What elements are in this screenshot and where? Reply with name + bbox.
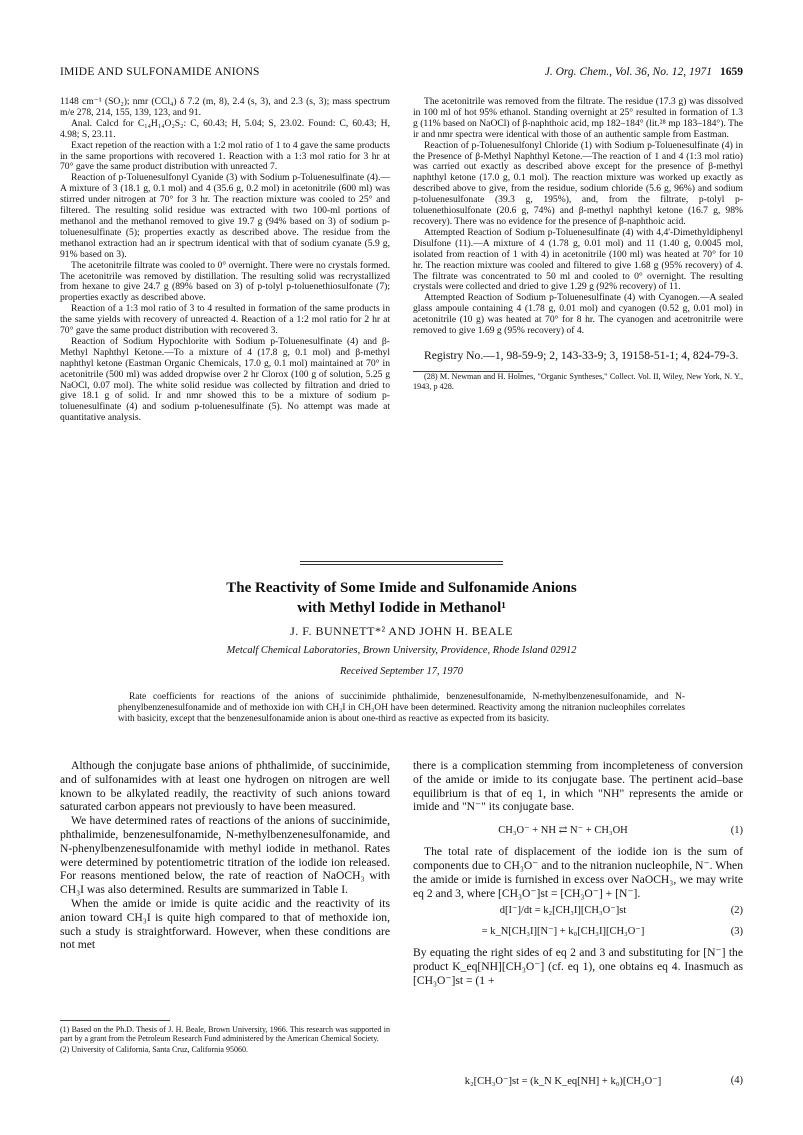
title-line-1: The Reactivity of Some Imide and Sulfonamide Anions (226, 580, 577, 596)
paragraph: Although the conjugate base anions of phthalimide, of succinimide, and of sulfonamides with at least one hydrogen on nitrogen are well known to be alkylated readily, the reactivity of such anions toward saturated carbon appears not previously to have been measured. (60, 759, 390, 814)
equation-2 (413, 900, 743, 921)
authors: J. F. BUNNETT*² AND JOHN H. BEALE (290, 624, 513, 638)
paragraph: When the amide or imide is quite acidic and the reactivity of its anion toward CH₃I is quite high compared to that of methoxide ion, such a study is straightforward. However, when these conditions are not met (60, 896, 390, 952)
paragraph: there is a complication stemming from incompleteness of conversion of the amide or imide to its conjugate base. The pertinent acid–base equilibrium is that of eq 1, in which "NH" represents the amide or imide and "N⁻" its conjugate base. (413, 759, 743, 814)
article-divider-thin (300, 564, 503, 565)
footnote-2: (2) University of California, Santa Cruz, California 95060. (60, 1044, 248, 1054)
equation-2-number: (2) (730, 905, 743, 917)
footnote-divider (60, 1020, 170, 1021)
equation-1-expression: CH₃O⁻ + NH ⇄ N⁻ + CH₃OH (498, 825, 628, 837)
equation-3 (413, 921, 743, 942)
footnotes (60, 1020, 390, 1055)
equation-3-expression: = k_N[CH₃I][N⁻] + k₀[CH₃I][CH₃O⁻] (481, 926, 645, 938)
paragraph: Attempted Reaction of Sodium p-Toluenesulfinate (4) with 4,4'-Dimethyldiphenyl Disulfone (11).—A mixture of 4 (1.78 g, 0.01 mol) and 11 (1.40 g, 0.0045 mol, isolated from reaction of 1 with 4) in acetonitrile (100 ml) was heated at 70° for 10 hr. The reaction mixture was cooled and filtered to give 1.68 g (95% recovery) of 4. The filtrate was concentrated to 50 ml and cooled to 0° overnight. The resulting crystals were collected and dried to give 1.29 g (92% recovery) of 11. (413, 226, 743, 293)
reference-28: (28) M. Newman and H. Holmes, "Organic Syntheses," Collect. Vol. II, Wiley, New York, N. Y., 1943, p 428. (413, 372, 743, 391)
title-line-2: with Methyl Iodide in Methanol¹ (297, 600, 506, 616)
paragraph: The acetonitrile was removed from the filtrate. The residue (17.3 g) was dissolved in 100 ml of hot 95% ethanol. Standing overnight at 25° resulted in formation of 1.3 g (11% based on NaOCl) of β-naphthoic acid, mp 182–184° (lit.²⁸ mp 183–184°). The ir and nmr spectra were identical with those of an authentic sample from Eastman. (413, 96, 743, 140)
abstract-text: Rate coefficients for reactions of the anions of succinimide phthalimide, benzenesulfonamide, N-methylbenzenesulfonamide, and N-phenylbenzenesulfonamide and of methoxide ion with CH₃I in CH₃OH have been determined. Reactivity among the nitranion nucleophiles correlates with basicity, except that the benzenesulfonamide anion is about one-third as reactive as expected from its basicity. (118, 692, 685, 724)
paragraph: The total rate of displacement of the iodide ion is the sum of components due to CH₃O⁻ and to the nitranion nucleophile, N⁻. When the amide or imide is furnished in excess over NaOCH₃, we may write eq 2 and 3, where [CH₃O⁻]st = [CH₃O⁻] + [N⁻]. (413, 845, 743, 900)
paragraph: Reaction of p-Toluenesulfonyl Cyanide (3) with Sodium p-Toluenesulfinate (4).—A mixture of 3 (18.1 g, 0.1 mol) and 4 (35.6 g, 0.2 mol) in acetonitrile (600 ml) was stirred under nitrogen at 70° for 3 hr. The reaction mixture was cooled to 25° and filtered. The resulting solid residue was extracted with two 100-ml portions of methanol and the methanol removed to give 19.7 g (94% based on 3) of sodium p-toluenesulfinate (5); properties exactly as described above. The residue from the methanol extraction had an ir spectrum identical with that of sodium cyanate (5.9 g, 91% based on 3). (60, 172, 390, 260)
paragraph: The acetonitrile filtrate was cooled to 0° overnight. There were no crystals formed. The acetonitrile was removed by distillation. The resulting solid was recrystallized from hexane to give 24.7 g (89% based on 3) of p-tolyl p-toluenethiosulfonate (7); properties exactly as described above. (60, 259, 390, 304)
paragraph: Attempted Reaction of Sodium p-Toluenesulfinate (4) with Cyanogen.—A sealed glass ampoule containing 4 (1.78 g, 0.01 mol) and cyanogen (0.52 g, 0.01 mol) in acetonitrile (10 g) was heated at 70° for 8 hr. The cyanogen and acetronitrile were removed to give 1.69 g (95% recovery) of 4. (413, 292, 743, 337)
affiliation: Metcalf Chemical Laboratories, Brown University, Providence, Rhode Island 02912 (226, 645, 577, 656)
equation-3-number: (3) (730, 926, 743, 938)
paragraph: Anal. Calcd for C₁₄H₁₄O₂S₂: C, 60.43; H, 5.04; S, 23.02. Found: C, 60.43; H, 4.98; S, 23.11. (60, 117, 390, 140)
equation-4-expression: k₂[CH₃O⁻]st = (k_N K_eq[NH] + k₀)[CH₃O⁻] (464, 1076, 662, 1087)
equation-4-number: (4) (730, 1075, 743, 1086)
paragraph: 1148 cm⁻¹ (SO₂); nmr (CCl₄) δ 7.2 (m, 8), 2.4 (s, 3), and 2.3 (s, 3); mass spectrum m/e 278, 214, 155, 139, 123, and 91. (60, 96, 390, 118)
footnote-1: (1) Based on the Ph.D. Thesis of J. H. Beale, Brown University, 1966. This research was supported in part by a grant from the Petroleum Research Fund administered by the American Chemical Society. (60, 1025, 390, 1044)
article-title (0, 578, 803, 618)
registry-numbers: Registry No.—1, 98-59-9; 2, 143-33-9; 3, 19158-51-1; 4, 824-79-3. (424, 348, 739, 362)
body-right-column (413, 759, 743, 988)
paragraph: Exact repetion of the reaction with a 1:2 mol ratio of 1 to 4 gave the same products in the same proportions with recovered 1. Reaction with a 1:3 mol ratio for 3 hr at 70° gave the same product distribution with unreacted 7. (60, 139, 390, 173)
page-number: 1659 (720, 66, 743, 78)
prev-article-right-column (413, 97, 743, 391)
paragraph: Reaction of p-Toluenesulfonyl Chloride (1) with Sodium p-Toluenesulfinate (4) in the Presence of β-Methyl Naphthyl Ketone.—The reaction of 1 and 4 (1:3 mol ratio) was carried out exactly as described above except for the presence of β-methyl naphthyl ketone (17.0 g, 0.1 mol). The reaction mixture was worked up exactly as described above to give, from the residue, sodium chloride (5.6 g, 96%) and sodium p-toluenesulfonate (39.3 g, 195%), and, from the filtrate, p-tolyl p-toluenethiosulfonate (20.6 g, 74%) and β-methyl naphthyl ketone (16.7 g, 98% recovery). There was no evidence for the presence of β-naphthoic acid. (413, 139, 743, 227)
body-left-column (60, 759, 390, 952)
prev-article-left-column (60, 97, 390, 424)
equation-2-expression: d[I⁻]/dt = k₂[CH₃I][CH₃O⁻]st (499, 905, 627, 917)
equation-4 (413, 1075, 743, 1091)
paragraph: Reaction of Sodium Hypochlorite with Sodium p-Toluenesulfinate (4) and β-Methyl Naphthyl Ketone.—To a mixture of 4 (17.8 g, 0.1 mol) and β-methyl naphthyl ketone (Eastman Organic Chemicals, 17.0 g, 0.1 mol) maintained at 70° in acetonitrile (500 ml) was added dropwise over 2 hr Clorox (100 g of solution, 5.25 g NaOCl, 0.07 mol). The white solid residue was collected by filtration and dried to give 18.1 g of solid. Ir and nmr showed this to be a mixture of sodium p-toluenesulfinate (4) and sodium p-toluenesulfinate (5). No attempt was made at quantitative analysis. (60, 335, 390, 424)
equation-1 (413, 820, 743, 841)
received-date: Received September 17, 1970 (340, 666, 463, 677)
paragraph: By equating the right sides of eq 2 and 3 and substituting for [N⁻] the product K_eq[NH][CH₃O⁻] (cf. eq 1), one obtains eq 4. Inasmuch as [CH₃O⁻]st = (1 + (413, 946, 743, 987)
abstract (118, 692, 685, 725)
running-title: IMIDE AND SULFONAMIDE ANIONS (60, 66, 260, 78)
equation-1-number: (1) (730, 825, 743, 837)
journal-citation: J. Org. Chem., Vol. 36, No. 12, 1971 (544, 66, 712, 78)
article-divider (300, 561, 503, 562)
paragraph: We have determined rates of reactions of the anions of succinimide, phthalimide, benzenesulfonamide, N-methylbenzenesulfonamide, and N-phenylbenzenesulfonamide with methyl iodide in methanol. Rates were determined by potentiometric titration of the iodide ion released. For reasons mentioned below, the rate of reaction of NaOCH₃ with CH₃I was also determined. Results are summarized in Table I. (60, 814, 390, 897)
paragraph: Reaction of a 1:3 mol ratio of 3 to 4 resulted in formation of the same products in the same yields with recovery of unreacted 4. Reaction of a 1:2 mol ratio for 2 hr at 70° gave the same product distribution with recovered 3. (60, 303, 390, 337)
running-header (60, 66, 743, 82)
